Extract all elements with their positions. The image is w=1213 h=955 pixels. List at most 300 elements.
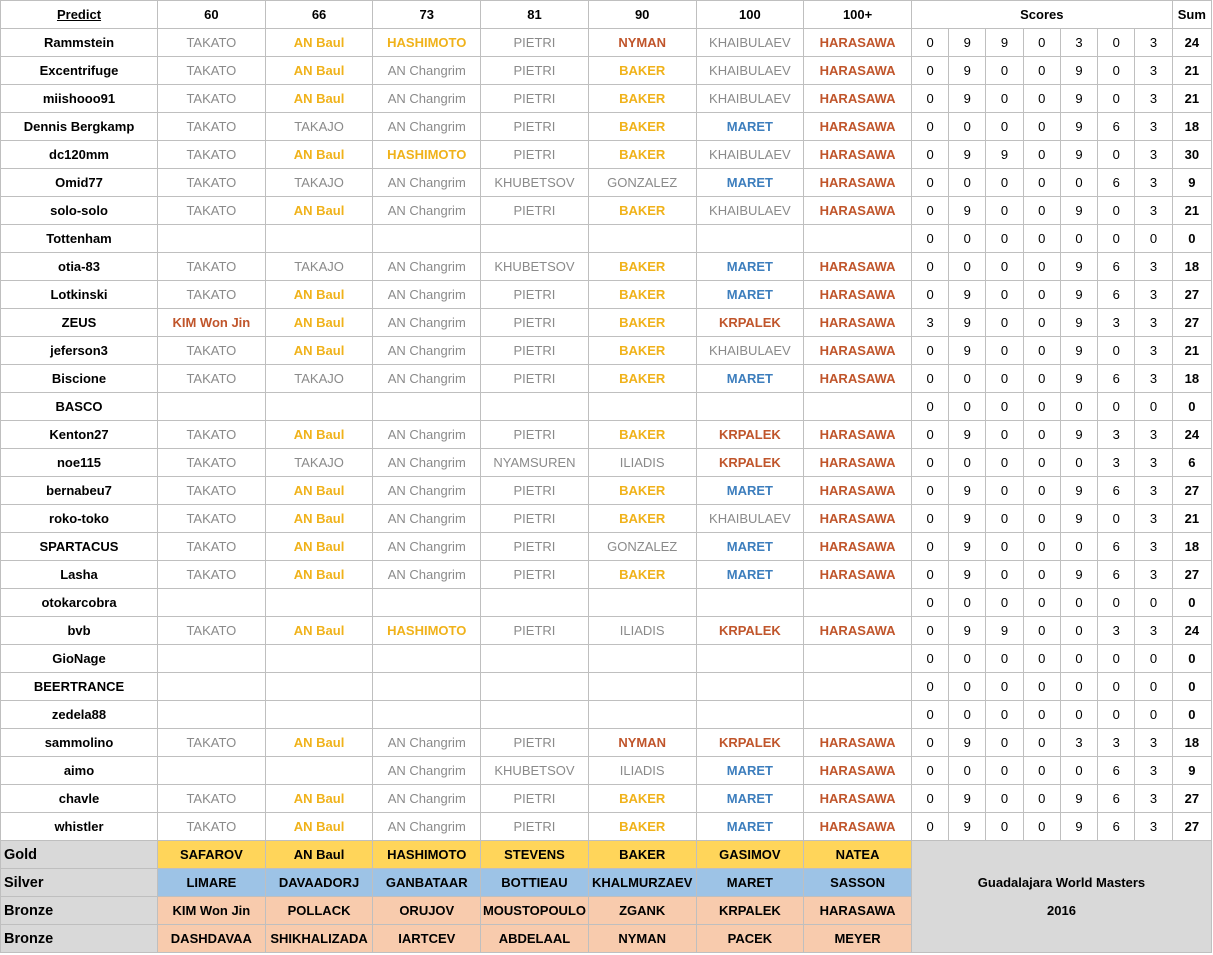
score-cell[interactable]: 9 [949,421,986,449]
pick-cell[interactable]: AN Changrim [373,281,481,309]
score-cell[interactable]: 0 [911,85,948,113]
pick-cell[interactable]: HARASAWA [804,281,912,309]
score-cell[interactable]: 0 [1023,729,1060,757]
pick-cell[interactable]: TAKATO [158,365,266,393]
pick-cell[interactable]: TAKAJO [265,365,373,393]
pick-cell[interactable]: HARASAWA [804,253,912,281]
score-cell[interactable]: 0 [986,365,1023,393]
pick-cell[interactable]: TAKATO [158,281,266,309]
participant-name[interactable]: Lotkinski [1,281,158,309]
pick-cell[interactable] [158,589,266,617]
score-cell[interactable]: 3 [1135,813,1172,841]
participant-name[interactable]: jeferson3 [1,337,158,365]
score-cell[interactable]: 0 [1098,85,1135,113]
score-cell[interactable]: 0 [1023,225,1060,253]
score-cell[interactable]: 0 [911,337,948,365]
pick-cell[interactable] [804,589,912,617]
score-cell[interactable]: 6 [1098,813,1135,841]
score-cell[interactable]: 0 [911,561,948,589]
score-cell[interactable]: 6 [1098,533,1135,561]
pick-cell[interactable]: PIETRI [481,29,589,57]
score-cell[interactable]: 9 [1060,477,1097,505]
medalist-cell[interactable]: SAFAROV [158,841,266,869]
score-cell[interactable]: 0 [1023,281,1060,309]
medal-label[interactable]: Bronze [1,925,158,953]
pick-cell[interactable] [158,225,266,253]
pick-cell[interactable]: AN Baul [265,617,373,645]
pick-cell[interactable] [158,757,266,785]
score-cell[interactable]: 0 [1023,785,1060,813]
pick-cell[interactable]: BAKER [588,561,696,589]
pick-cell[interactable]: MARET [696,533,804,561]
pick-cell[interactable]: BAKER [588,309,696,337]
score-cell[interactable]: 0 [986,505,1023,533]
medalist-cell[interactable]: GASIMOV [696,841,804,869]
pick-cell[interactable]: HARASAWA [804,85,912,113]
score-cell[interactable]: 9 [949,505,986,533]
participant-name[interactable]: Lasha [1,561,158,589]
score-cell[interactable]: 0 [1098,197,1135,225]
score-cell[interactable]: 3 [1135,533,1172,561]
pick-cell[interactable]: TAKATO [158,505,266,533]
sum-cell[interactable]: 6 [1172,449,1211,477]
score-cell[interactable]: 0 [1060,757,1097,785]
score-cell[interactable]: 0 [1023,449,1060,477]
participant-name[interactable]: ZEUS [1,309,158,337]
pick-cell[interactable]: PIETRI [481,421,589,449]
pick-cell[interactable] [481,645,589,673]
score-cell[interactable]: 0 [1098,141,1135,169]
pick-cell[interactable]: BAKER [588,281,696,309]
score-cell[interactable]: 0 [911,113,948,141]
pick-cell[interactable] [588,393,696,421]
pick-cell[interactable] [481,589,589,617]
score-cell[interactable]: 6 [1098,113,1135,141]
pick-cell[interactable]: PIETRI [481,281,589,309]
score-cell[interactable]: 0 [1023,309,1060,337]
score-cell[interactable]: 0 [911,169,948,197]
pick-cell[interactable]: AN Baul [265,85,373,113]
pick-cell[interactable]: PIETRI [481,505,589,533]
score-cell[interactable]: 9 [986,617,1023,645]
sum-cell[interactable]: 18 [1172,113,1211,141]
pick-cell[interactable]: BAKER [588,253,696,281]
score-cell[interactable]: 0 [949,225,986,253]
pick-cell[interactable] [696,673,804,701]
pick-cell[interactable]: PIETRI [481,197,589,225]
pick-cell[interactable] [804,645,912,673]
score-cell[interactable]: 6 [1098,253,1135,281]
pick-cell[interactable]: TAKATO [158,533,266,561]
pick-cell[interactable]: TAKATO [158,57,266,85]
score-cell[interactable]: 9 [949,337,986,365]
participant-name[interactable]: Kenton27 [1,421,158,449]
score-cell[interactable]: 9 [949,729,986,757]
pick-cell[interactable]: HASHIMOTO [373,617,481,645]
pick-cell[interactable] [481,701,589,729]
score-cell[interactable]: 0 [1023,477,1060,505]
score-cell[interactable]: 0 [986,533,1023,561]
score-cell[interactable]: 3 [1098,309,1135,337]
pick-cell[interactable]: HARASAWA [804,421,912,449]
pick-cell[interactable]: KHAIBULAEV [696,197,804,225]
pick-cell[interactable]: AN Baul [265,337,373,365]
score-cell[interactable]: 0 [1098,673,1135,701]
pick-cell[interactable] [696,589,804,617]
medalist-cell[interactable]: GANBATAAR [373,869,481,897]
score-cell[interactable]: 3 [1135,29,1172,57]
score-cell[interactable]: 3 [1135,337,1172,365]
score-cell[interactable]: 0 [986,729,1023,757]
medalist-cell[interactable]: HARASAWA [804,897,912,925]
score-cell[interactable]: 0 [1060,673,1097,701]
pick-cell[interactable]: PIETRI [481,533,589,561]
score-cell[interactable]: 0 [986,449,1023,477]
score-cell[interactable]: 0 [911,645,948,673]
score-cell[interactable]: 6 [1098,785,1135,813]
pick-cell[interactable]: AN Changrim [373,197,481,225]
score-cell[interactable]: 0 [911,757,948,785]
score-cell[interactable]: 0 [1023,617,1060,645]
pick-cell[interactable] [158,393,266,421]
pick-cell[interactable]: HASHIMOTO [373,141,481,169]
pick-cell[interactable]: TAKATO [158,617,266,645]
score-cell[interactable]: 0 [911,421,948,449]
participant-name[interactable]: sammolino [1,729,158,757]
score-cell[interactable]: 0 [986,673,1023,701]
score-cell[interactable]: 3 [1060,29,1097,57]
score-cell[interactable]: 0 [911,197,948,225]
score-cell[interactable]: 0 [1023,57,1060,85]
weight-header[interactable]: 73 [373,1,481,29]
score-cell[interactable]: 0 [986,57,1023,85]
pick-cell[interactable]: AN Changrim [373,337,481,365]
score-cell[interactable]: 0 [986,169,1023,197]
score-cell[interactable]: 6 [1098,477,1135,505]
pick-cell[interactable]: GONZALEZ [588,169,696,197]
score-cell[interactable]: 3 [1135,421,1172,449]
score-cell[interactable]: 3 [1135,85,1172,113]
pick-cell[interactable]: AN Changrim [373,85,481,113]
pick-cell[interactable]: KHAIBULAEV [696,505,804,533]
score-cell[interactable]: 0 [911,29,948,57]
pick-cell[interactable] [588,225,696,253]
participant-name[interactable]: zedela88 [1,701,158,729]
pick-cell[interactable]: TAKAJO [265,113,373,141]
pick-cell[interactable]: HARASAWA [804,785,912,813]
score-cell[interactable]: 9 [949,281,986,309]
score-cell[interactable]: 0 [949,393,986,421]
score-cell[interactable]: 0 [911,253,948,281]
weight-header[interactable]: 81 [481,1,589,29]
pick-cell[interactable]: BAKER [588,785,696,813]
score-cell[interactable]: 9 [949,617,986,645]
pick-cell[interactable]: PIETRI [481,337,589,365]
pick-cell[interactable]: PIETRI [481,785,589,813]
score-cell[interactable]: 3 [1135,505,1172,533]
score-cell[interactable]: 0 [1060,589,1097,617]
pick-cell[interactable]: KRPALEK [696,449,804,477]
score-cell[interactable]: 3 [1098,729,1135,757]
sum-cell[interactable]: 27 [1172,281,1211,309]
score-cell[interactable]: 9 [949,477,986,505]
weight-header[interactable]: 100 [696,1,804,29]
pick-cell[interactable] [373,673,481,701]
score-cell[interactable]: 9 [1060,505,1097,533]
pick-cell[interactable]: GONZALEZ [588,533,696,561]
score-cell[interactable]: 0 [911,533,948,561]
pick-cell[interactable]: PIETRI [481,813,589,841]
score-cell[interactable]: 0 [986,197,1023,225]
score-cell[interactable]: 3 [1135,617,1172,645]
medalist-cell[interactable]: NATEA [804,841,912,869]
score-cell[interactable]: 0 [1135,225,1172,253]
pick-cell[interactable]: BAKER [588,337,696,365]
score-cell[interactable]: 0 [986,813,1023,841]
sum-cell[interactable]: 18 [1172,365,1211,393]
pick-cell[interactable]: MARET [696,757,804,785]
pick-cell[interactable]: TAKATO [158,421,266,449]
scores-header[interactable]: Scores [911,1,1172,29]
score-cell[interactable]: 0 [1023,533,1060,561]
pick-cell[interactable]: AN Baul [265,533,373,561]
pick-cell[interactable]: AN Changrim [373,505,481,533]
score-cell[interactable]: 0 [911,785,948,813]
score-cell[interactable]: 9 [1060,281,1097,309]
pick-cell[interactable]: AN Changrim [373,253,481,281]
pick-cell[interactable]: KHUBETSOV [481,253,589,281]
medalist-cell[interactable]: BOTTIEAU [481,869,589,897]
sum-cell[interactable]: 0 [1172,701,1211,729]
medalist-cell[interactable]: ZGANK [588,897,696,925]
sum-cell[interactable]: 9 [1172,169,1211,197]
pick-cell[interactable] [265,225,373,253]
medalist-cell[interactable]: DASHDAVAA [158,925,266,953]
pick-cell[interactable] [373,225,481,253]
pick-cell[interactable]: NYMAN [588,729,696,757]
pick-cell[interactable] [265,701,373,729]
sum-cell[interactable]: 9 [1172,757,1211,785]
pick-cell[interactable] [804,393,912,421]
score-cell[interactable]: 9 [986,141,1023,169]
pick-cell[interactable]: TAKATO [158,197,266,225]
medalist-cell[interactable]: NYMAN [588,925,696,953]
medalist-cell[interactable]: ABDELAAL [481,925,589,953]
pick-cell[interactable]: BAKER [588,57,696,85]
pick-cell[interactable]: TAKATO [158,449,266,477]
pick-cell[interactable]: AN Baul [265,729,373,757]
participant-name[interactable]: Biscione [1,365,158,393]
pick-cell[interactable] [265,589,373,617]
participant-name[interactable]: chavle [1,785,158,813]
score-cell[interactable]: 0 [949,449,986,477]
score-cell[interactable]: 3 [1135,449,1172,477]
pick-cell[interactable] [373,701,481,729]
pick-cell[interactable]: BAKER [588,477,696,505]
participant-name[interactable]: roko-toko [1,505,158,533]
weight-header[interactable]: 90 [588,1,696,29]
score-cell[interactable]: 9 [949,561,986,589]
score-cell[interactable]: 0 [911,225,948,253]
score-cell[interactable]: 0 [986,421,1023,449]
score-cell[interactable]: 0 [1060,449,1097,477]
score-cell[interactable]: 0 [1023,589,1060,617]
score-cell[interactable]: 0 [911,813,948,841]
score-cell[interactable]: 0 [1098,225,1135,253]
pick-cell[interactable]: KHAIBULAEV [696,85,804,113]
pick-cell[interactable] [373,645,481,673]
participant-name[interactable]: bvb [1,617,158,645]
pick-cell[interactable]: ILIADIS [588,449,696,477]
score-cell[interactable]: 0 [911,281,948,309]
pick-cell[interactable]: MARET [696,785,804,813]
pick-cell[interactable]: MARET [696,365,804,393]
score-cell[interactable]: 0 [1060,393,1097,421]
medalist-cell[interactable]: PACEK [696,925,804,953]
score-cell[interactable]: 0 [911,701,948,729]
score-cell[interactable]: 3 [1098,449,1135,477]
pick-cell[interactable]: PIETRI [481,141,589,169]
score-cell[interactable]: 9 [949,533,986,561]
event-title[interactable] [911,841,1211,953]
participant-name[interactable]: GioNage [1,645,158,673]
pick-cell[interactable]: MARET [696,561,804,589]
pick-cell[interactable]: HARASAWA [804,337,912,365]
medalist-cell[interactable]: LIMARE [158,869,266,897]
sum-cell[interactable]: 18 [1172,533,1211,561]
pick-cell[interactable] [481,393,589,421]
pick-cell[interactable]: TAKATO [158,85,266,113]
pick-cell[interactable] [804,673,912,701]
medalist-cell[interactable]: MARET [696,869,804,897]
pick-cell[interactable]: TAKATO [158,337,266,365]
participant-name[interactable]: dc120mm [1,141,158,169]
score-cell[interactable]: 0 [911,449,948,477]
score-cell[interactable]: 3 [1135,253,1172,281]
score-cell[interactable]: 0 [1023,197,1060,225]
score-cell[interactable]: 6 [1098,561,1135,589]
pick-cell[interactable]: AN Baul [265,197,373,225]
pick-cell[interactable]: PIETRI [481,57,589,85]
score-cell[interactable]: 0 [986,113,1023,141]
score-cell[interactable]: 0 [1060,617,1097,645]
pick-cell[interactable]: PIETRI [481,477,589,505]
score-cell[interactable]: 9 [1060,253,1097,281]
sum-cell[interactable]: 0 [1172,393,1211,421]
score-cell[interactable]: 9 [1060,365,1097,393]
score-cell[interactable]: 0 [949,113,986,141]
score-cell[interactable]: 0 [949,757,986,785]
pick-cell[interactable]: HARASAWA [804,477,912,505]
sum-header[interactable]: Sum [1172,1,1211,29]
score-cell[interactable]: 3 [1135,281,1172,309]
score-cell[interactable]: 0 [1023,421,1060,449]
participant-name[interactable]: Dennis Bergkamp [1,113,158,141]
medalist-cell[interactable]: IARTCEV [373,925,481,953]
score-cell[interactable]: 0 [986,85,1023,113]
score-cell[interactable]: 3 [1135,365,1172,393]
score-cell[interactable]: 0 [986,645,1023,673]
score-cell[interactable]: 0 [911,673,948,701]
pick-cell[interactable]: TAKATO [158,29,266,57]
sum-cell[interactable]: 21 [1172,505,1211,533]
score-cell[interactable]: 0 [911,57,948,85]
pick-cell[interactable]: HARASAWA [804,57,912,85]
score-cell[interactable]: 9 [949,85,986,113]
score-cell[interactable]: 0 [986,561,1023,589]
pick-cell[interactable]: PIETRI [481,561,589,589]
pick-cell[interactable]: AN Changrim [373,785,481,813]
score-cell[interactable]: 0 [986,309,1023,337]
score-cell[interactable]: 0 [911,729,948,757]
score-cell[interactable]: 0 [1023,113,1060,141]
score-cell[interactable]: 0 [986,477,1023,505]
participant-name[interactable]: whistler [1,813,158,841]
pick-cell[interactable]: KHAIBULAEV [696,141,804,169]
score-cell[interactable]: 0 [986,253,1023,281]
score-cell[interactable]: 0 [1098,589,1135,617]
pick-cell[interactable]: AN Baul [265,813,373,841]
pick-cell[interactable]: KHAIBULAEV [696,57,804,85]
score-cell[interactable]: 6 [1098,281,1135,309]
pick-cell[interactable]: KRPALEK [696,729,804,757]
sum-cell[interactable]: 24 [1172,617,1211,645]
pick-cell[interactable] [158,645,266,673]
pick-cell[interactable]: PIETRI [481,617,589,645]
score-cell[interactable]: 0 [1060,533,1097,561]
pick-cell[interactable]: AN Changrim [373,477,481,505]
pick-cell[interactable] [373,393,481,421]
pick-cell[interactable]: MARET [696,477,804,505]
score-cell[interactable]: 3 [1135,141,1172,169]
medalist-cell[interactable]: POLLACK [265,897,373,925]
participant-name[interactable]: noe115 [1,449,158,477]
medal-label[interactable]: Gold [1,841,158,869]
pick-cell[interactable]: TAKATO [158,113,266,141]
pick-cell[interactable] [158,673,266,701]
medalist-cell[interactable]: DAVAADORJ [265,869,373,897]
pick-cell[interactable]: AN Changrim [373,169,481,197]
score-cell[interactable]: 0 [911,505,948,533]
pick-cell[interactable]: TAKATO [158,729,266,757]
pick-cell[interactable] [696,645,804,673]
medalist-cell[interactable]: KIM Won Jin [158,897,266,925]
pick-cell[interactable]: HARASAWA [804,169,912,197]
score-cell[interactable]: 0 [1060,701,1097,729]
score-cell[interactable]: 0 [1023,365,1060,393]
score-cell[interactable]: 9 [949,785,986,813]
pick-cell[interactable]: TAKATO [158,141,266,169]
pick-cell[interactable] [588,645,696,673]
sum-cell[interactable]: 18 [1172,253,1211,281]
pick-cell[interactable]: PIETRI [481,365,589,393]
pick-cell[interactable]: AN Changrim [373,113,481,141]
pick-cell[interactable]: HARASAWA [804,813,912,841]
participant-name[interactable]: otokarcobra [1,589,158,617]
pick-cell[interactable]: ILIADIS [588,617,696,645]
score-cell[interactable]: 0 [1023,645,1060,673]
score-cell[interactable]: 0 [911,617,948,645]
pick-cell[interactable] [696,701,804,729]
score-cell[interactable]: 0 [1098,645,1135,673]
score-cell[interactable]: 0 [1060,169,1097,197]
score-cell[interactable]: 9 [1060,421,1097,449]
medalist-cell[interactable]: HASHIMOTO [373,841,481,869]
score-cell[interactable]: 0 [949,673,986,701]
score-cell[interactable]: 0 [911,393,948,421]
score-cell[interactable]: 0 [986,393,1023,421]
medal-label[interactable]: Bronze [1,897,158,925]
